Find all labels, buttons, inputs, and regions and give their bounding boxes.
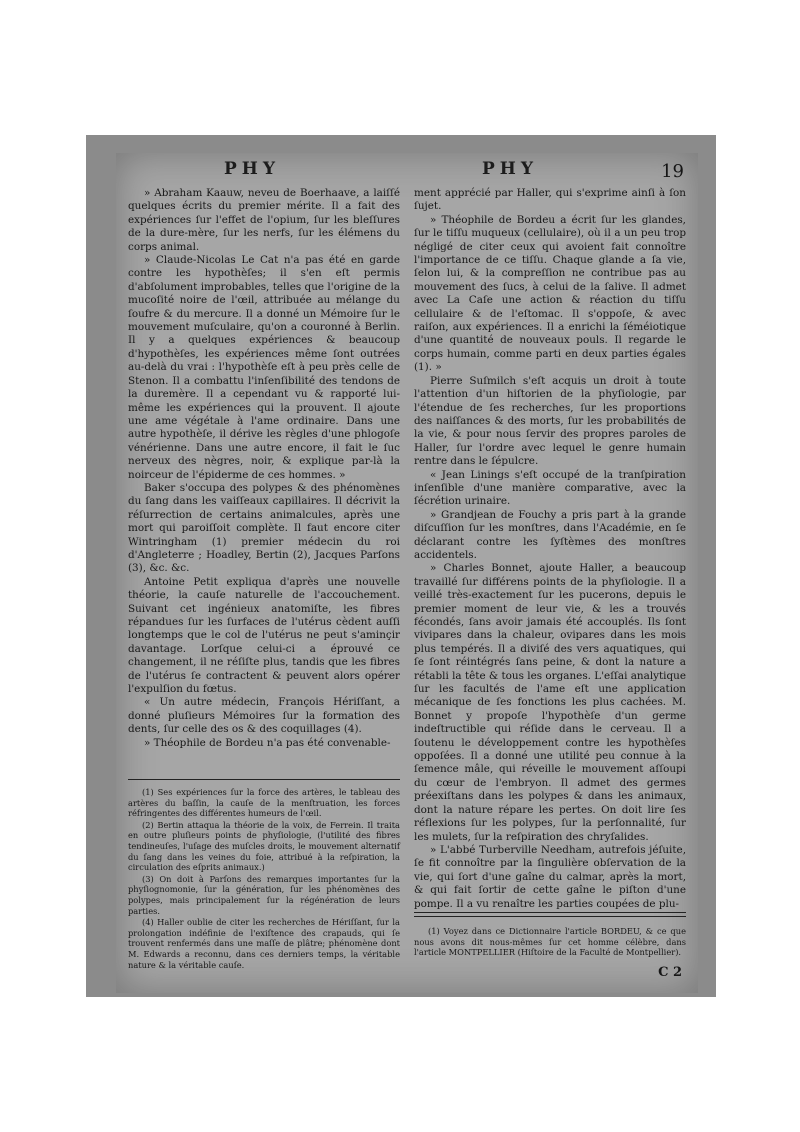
running-head-right: PHY [482,159,538,179]
footnotes-left [128,787,400,971]
page-number: 19 [661,161,684,182]
paragraph-kaauw: » Abraham Kaauw, neveu de Boerhaave, a laiſſé quelques écrits du premier mérite. Il a fait des expériences ſur l'effet de l'opium, ſur les bleſſures de la dure-mère, ſur les nerfs, ſur les élémens du corps animal. [128,187,400,253]
paragraph-needham: » L'abbé Turberville Needham, autrefois jéſuite, ſe fit connoître par la ſingulière obſervation de la vie, qui ſort d'une gaîne du calmar, après la mort, & qui fait ſortir de cette gaîne le piſton d'une pompe. Il a vu renaître les parties coupées de plu- [414,843,686,910]
paragraph-baker: Baker s'occupa des polypes & des phénomènes du ſang dans les vaiſſeaux capillaires. Il décrivit la réſurrection de certains animalcules, après une mort qui paroiſſoit complète. Il faut encore citer Wintringham (1) premier médecin du roi d'Angleterre ; Hoadley, Bertin (2), Jacques Parſons (3), &c. &c. [128,481,400,575]
paragraph-fouchy: » Grandjean de Fouchy a pris part à la grande diſcuſſion ſur les monſtres, dans l'Académie, en ſe déclarant contre les ſyſtèmes des monſtres accidentels. [414,508,686,561]
footnote-rule-left [128,779,400,780]
right-column [414,187,686,911]
paragraph-bordeu-start: » Théophile de Bordeu n'a pas été convenable- [144,736,391,749]
running-head-left: PHY [224,159,280,179]
paragraph-bordeu-end: ment apprécié par Haller, qui s'exprime ainſi à ſon ſujet. [414,187,686,213]
paragraph-herissant: « Un autre médecin, François Hériſſant, a donné pluſieurs Mémoires ſur la formation des dents, ſur celle des os & des coquillages (4). [128,696,400,736]
book-page [116,153,698,993]
paragraph-le-cat: » Claude-Nicolas Le Cat n'a pas été en garde contre les hypothèſes; il s'en eſt permis d'abſolument improbables, telles que l'origine de la mucoſité noire de l'œil, attribuée au mélange du ſoufre & du mercure. Il a donné un Mémoire ſur le mouvement muſculaire, qu'on a couronné à Berlin. Il y a quelques expériences & beaucoup d'hypothèſes, les expériences même ſont outrées au-delà du vrai : l'hypothèſe eſt à peu près celle de Stenon. Il a combattu l'inſenſibilité des tendons de la duremère. Il a cependant vu & rapporté lui-même les expériences qui la prouvent. Il ajoute une ame végétale à l'ame ordinaire. Dans une autre hypothèſe, il dérive les règles d'une phlogoſe vénérienne. Dans une autre encore, il fait le ſuc nerveux des nègres, noir, & explique par-là la noirceur de l'épiderme de ces hommes. » [128,254,400,481]
footnote-1-left: (1) Ses expériences ſur la force des artères, le tableau des artères du baſſin, la cauſe de la menſtruation, les forces réfringentes des différentes humeurs de l'œil. [128,787,400,819]
footnote-1-right: (1) Voyez dans ce Dictionnaire l'article BORDEU, & ce que nous avons dit nous-mêmes ſur cet homme célèbre, dans l'article MONTPELLIER (Hiſtoire de la Faculté de Montpellier). [414,926,686,958]
footnote-4-left: (4) Haller oublie de citer les recherches de Hériſſant, ſur la prolongation indéfinie de l'exiſtence des crapauds, qui ſe trouvent renfermés dans une maſſe de plâtre; phénomène dont M. Edwards a reconnu, dans ces derniers temps, la véritable nature & la véritable cauſe. [128,917,400,970]
footnote-3-left: (3) On doit à Parſons des remarques importantes ſur la phyſiognomonie, ſur la génération, ſur les phénomènes des polypes, mais principalement ſur la régénération de leurs parties. [128,873,400,916]
footnote-rule-right [414,912,686,913]
paragraph-petit: Antoine Petit expliqua d'après une nouvelle théorie, la cauſe naturelle de l'accouchement. Suivant cet ingénieux anatomiſte, les fibres répandues ſur les ſurfaces de l'utérus cèdent auſſi longtemps que le col de l'utérus ne peut s'aminçir davantage. Lorſque celui-ci a éprouvé ce changement, il ne réſiſte plus, tandis que les fibres de l'utérus ſe contractent & peuvent alors opérer l'expulſion du fœtus. [128,575,400,696]
signature-mark: C 2 [658,965,682,980]
paragraph-susmilch: Pierre Suſmilch s'eſt acquis un droit à toute l'attention d'un hiſtorien de la phyſiologie, par l'étendue de ſes recherches, ſur les proportions des naiſſances & des morts, ſur les probabilités de la vie, & pour nous ſervir des propres paroles de Haller, ſur l'ordre avec lequel le genre humain rentre dans le ſépulcre. [414,374,686,468]
scanned-page-frame [86,135,716,997]
footnote-2-left: (2) Bertin attaqua la théorie de la voix, de Ferrein. Il traita en outre pluſieurs points de phyſiologie, (l'utilité des fibres tendineuſes, l'uſage des muſcles droits, le mouvement alternatif du ſang dans les veines du foie, attribué à la reſpiration, la circulation des eſprits animaux.) [128,819,400,873]
paragraph-linings: « Jean Linings s'eſt occupé de la tranſpiration inſenſible d'une manière comparative, avec la ſécrétion urinaire. [414,468,686,508]
footnote-rule-right-double [414,916,686,917]
left-column [128,187,400,750]
footnotes-right [414,926,686,959]
paragraph-bonnet: » Charles Bonnet, ajoute Haller, a beaucoup travaillé ſur différens points de la phyſiologie. Il a veillé très-exactement ſur les pucerons, depuis le premier moment de leur vie, & les a trouvés fécondés, ſans avoir jamais été accouplés. Ils ſont vivipares dans la chaleur, ovipares dans les mois plus tempérés. Il a diviſé des vers aquatiques, qui ſe ſont réintégrés ſans peine, & dont la nature a rétabli la tête & tous les organes. L'eſſai analytique ſur les facultés de l'ame eſt une application mécanique de ſes fonctions les plus cachées. M. Bonnet y propoſe l'hypothèſe d'un germe indeſtructible qui réſide dans le cerveau. Il a ſoutenu le développement contre les hypothèſes oppoſées. Il a donné une utilité peu connue à la ſemence mâle, qui réveille le mouvement aſſoupi du cœur de l'embryon. Il admet des germes préexiſtans dans les polypes & dans les animaux, dont la nature répare les pertes. On doit lire ſes réflexions ſur les polypes, ſur la perſonnalité, ſur les mulets, ſur la reſpiration des chryſalides. [414,562,686,843]
paragraph-bordeu-glands: » Théophile de Bordeu a écrit ſur les glandes, ſur le tiſſu muqueux (cellulaire), où il a un peu trop négligé de citer ceux qui avoient fait connoître l'importance de ce tiſſu. Chaque glande a ſa vie, ſelon lui, & la compreſſion ne contribue pas au mouvement des ſucs, à celui de la ſalive. Il admet avec La Caſe une action & réaction du tiſſu cellulaire & de l'eſtomac. Il s'oppoſe, & avec raiſon, aux expériences. Il a enrichi la ſéméiotique d'une quantité de nouveaux pouls. Il regarde le corps humain, comme parti en deux parties égales (1). » [414,213,686,374]
